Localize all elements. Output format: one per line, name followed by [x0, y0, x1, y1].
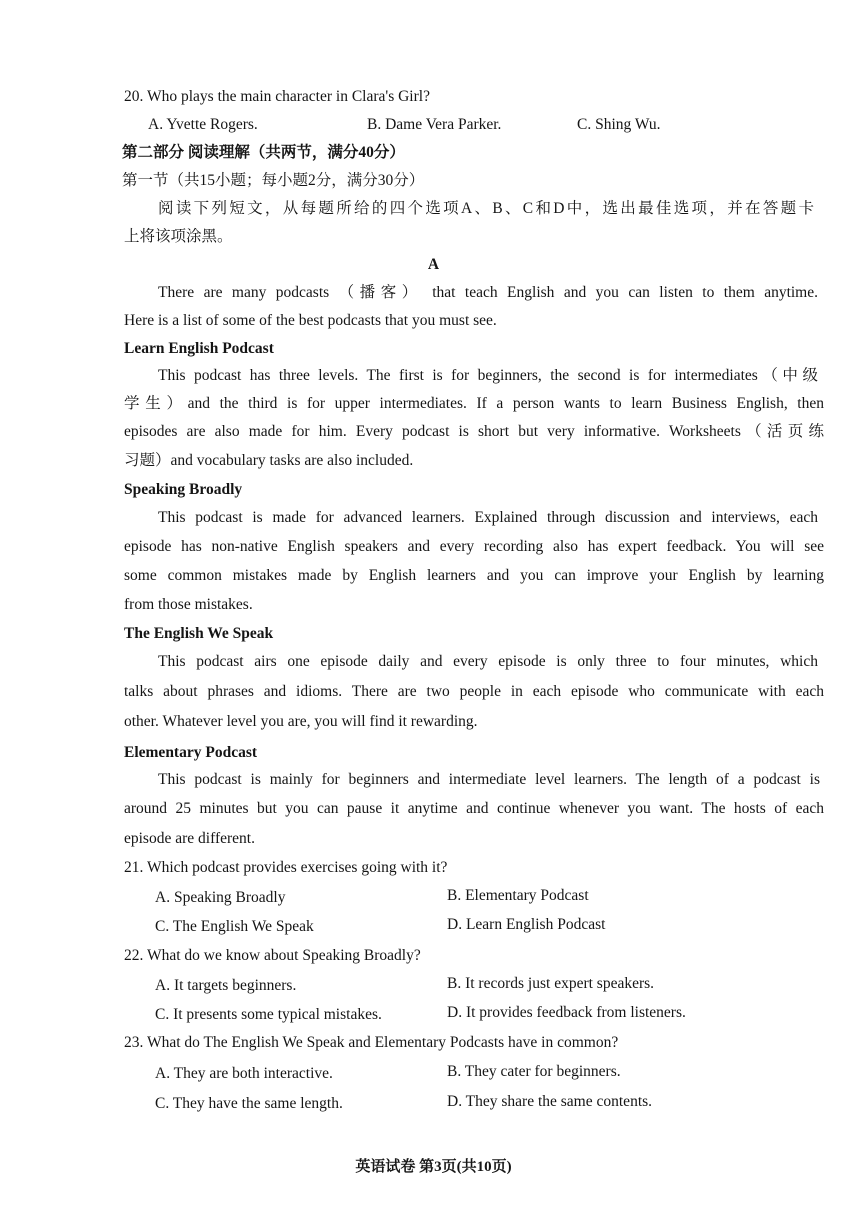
english-we-speak-line-1: This podcast airs one episode daily and every episode is only three to four minutes, which — [158, 653, 818, 670]
question-21-option-d: D. Learn English Podcast — [447, 916, 606, 933]
speaking-broadly-line-2: episode has non-native English speakers and every recording also has expert feedback. You will see — [124, 538, 824, 555]
section-title-learn-english: Learn English Podcast — [124, 340, 274, 357]
speaking-broadly-line-4: from those mistakes. — [124, 596, 253, 613]
question-21-stem: 21. Which podcast provides exercises going with it? — [124, 859, 448, 876]
question-21-option-b: B. Elementary Podcast — [447, 887, 589, 904]
question-22-option-a: A. It targets beginners. — [155, 977, 297, 994]
question-20-option-c: C. Shing Wu. — [577, 116, 661, 133]
question-23-option-a: A. They are both interactive. — [155, 1065, 333, 1082]
passage-label: A — [427, 256, 440, 273]
learn-english-line-4: 习题）and vocabulary tasks are also included. — [124, 452, 414, 469]
question-22-stem: 22. What do we know about Speaking Broadly? — [124, 947, 421, 964]
question-22-option-d: D. It provides feedback from listeners. — [447, 1004, 686, 1021]
passage-intro-line-2: Here is a list of some of the best podcasts that you must see. — [124, 312, 497, 329]
question-23-option-d: D. They share the same contents. — [447, 1093, 653, 1110]
instructions-line-1: 阅读下列短文，从每题所给的四个选项A、B、C和D中，选出最佳选项，并在答题卡 — [158, 200, 814, 217]
elementary-podcast-line-3: episode are different. — [124, 830, 255, 847]
question-23-option-c: C. They have the same length. — [155, 1095, 343, 1112]
section-title-speaking-broadly: Speaking Broadly — [124, 481, 243, 498]
elementary-podcast-line-2: around 25 minutes but you can pause it anytime and continue whenever you want. The hosts of each — [124, 800, 824, 817]
question-23-option-b: B. They cater for beginners. — [447, 1063, 621, 1080]
speaking-broadly-line-3: some common mistakes made by English learners and you can improve your English by learning — [124, 567, 824, 584]
learn-english-line-3: episodes are also made for him. Every podcast is short but very informative. Worksheets（活页练 — [124, 423, 824, 440]
question-20-option-b: B. Dame Vera Parker. — [367, 116, 502, 133]
question-22-option-c: C. It presents some typical mistakes. — [155, 1006, 382, 1023]
english-we-speak-line-3: other. Whatever level you are, you will find it rewarding. — [124, 713, 478, 730]
section-title-english-we-speak: The English We Speak — [124, 625, 274, 642]
part2-title: 第二部分 阅读理解（共两节，满分40分） — [122, 144, 405, 161]
learn-english-line-2: 学生）and the third is for upper intermediates. If a person wants to learn Business English, then — [124, 395, 824, 412]
english-we-speak-line-2: talks about phrases and idioms. There are two people in each episode who communicate with each — [124, 683, 824, 700]
speaking-broadly-line-1: This podcast is made for advanced learners. Explained through discussion and interviews, each — [158, 509, 818, 526]
learn-english-line-1: This podcast has three levels. The first is for beginners, the second is for intermediates（中级 — [158, 367, 818, 384]
question-21-option-c: C. The English We Speak — [155, 918, 314, 935]
question-22-option-b: B. It records just expert speakers. — [447, 975, 655, 992]
elementary-podcast-line-1: This podcast is mainly for beginners and intermediate level learners. The length of a podcast is — [158, 771, 820, 788]
question-21-option-a: A. Speaking Broadly — [155, 889, 286, 906]
question-20-stem: 20. Who plays the main character in Clara's Girl? — [124, 88, 430, 105]
question-20-option-a: A. Yvette Rogers. — [148, 116, 258, 133]
section-title-elementary-podcast: Elementary Podcast — [124, 744, 258, 761]
question-23-stem: 23. What do The English We Speak and Elementary Podcasts have in common? — [124, 1034, 619, 1051]
page-footer: 英语试卷 第3页(共10页) — [355, 1159, 512, 1175]
instructions-line-2: 上将该项涂黑。 — [124, 228, 233, 245]
passage-intro-line-1: There are many podcasts （播客） that teach English and you can listen to them anytime. — [158, 284, 818, 301]
section1-title: 第一节（共15小题；每小题2分，满分30分） — [122, 172, 425, 189]
